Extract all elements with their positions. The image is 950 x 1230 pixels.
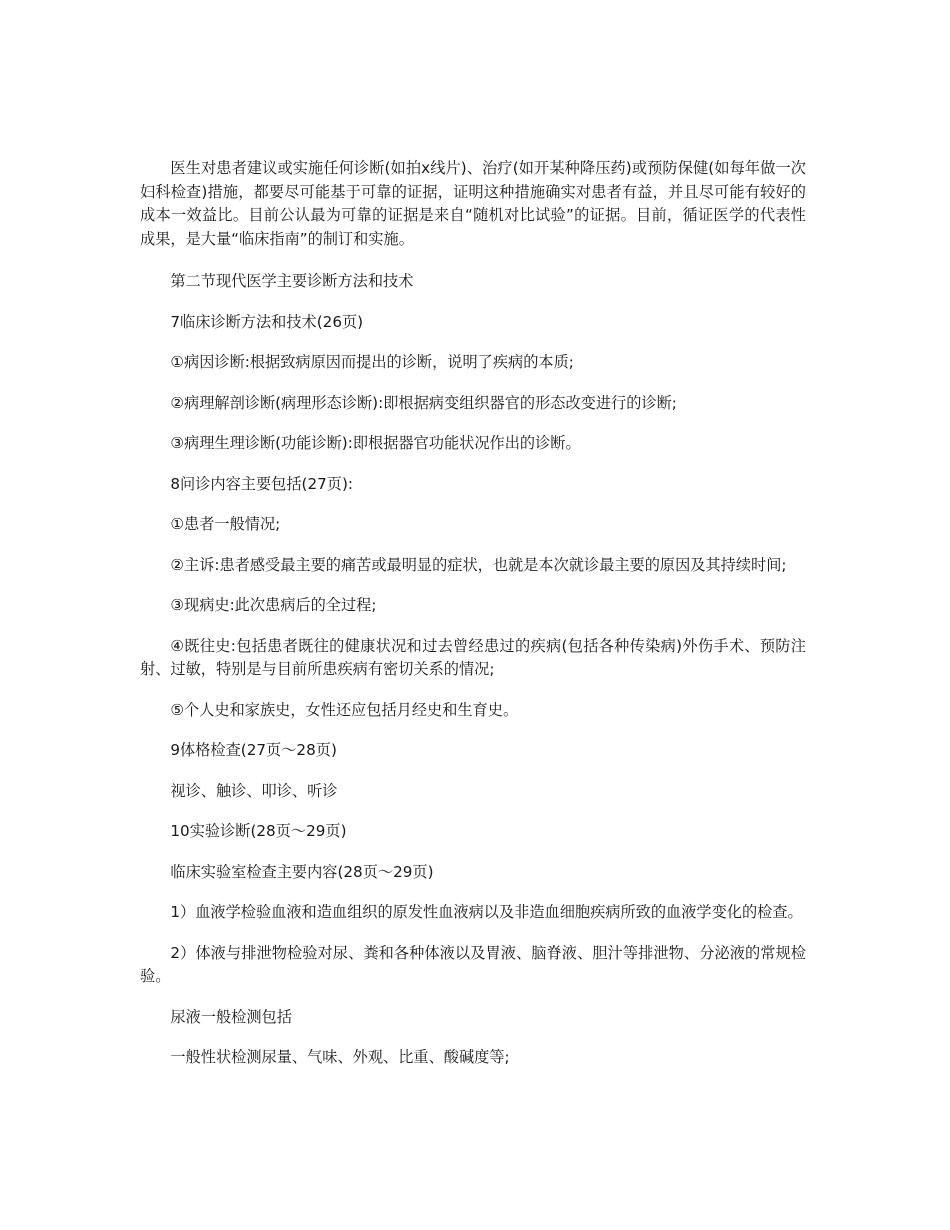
list-item: ③现病史:此次患病后的全过程; <box>170 596 377 614</box>
list-item: 1）血液学检验血液和造血组织的原发性血液病以及非造血细胞疾病所致的血液学变化的检查。 <box>170 903 803 921</box>
list-item: ②主诉:患者感受最主要的痛苦或最明显的症状，也就是本次就诊最主要的原因及其持续时间; <box>170 555 787 574</box>
item-heading-8: 8问诊内容主要包括(27页): <box>170 474 354 493</box>
paragraph: 临床实验室检查主要内容(28页～29页) <box>170 862 434 881</box>
paragraph: 尿液一般检测包括 <box>170 1007 292 1026</box>
item-heading-10: 10实验诊断(28页～29页) <box>170 822 347 840</box>
document-page <box>140 157 806 1087</box>
item-heading-9: 9体格检查(27页～28页) <box>170 741 337 759</box>
list-item: ①病因诊断:根据致病原因而提出的诊断，说明了疾病的本质; <box>170 353 574 371</box>
paragraph-evidence-based-medicine: 医生对患者建议或实施任何诊断(如拍x线片)、治疗(如开某种降压药)或预防保健(如每年做一次妇科检查)措施，都要尽可能基于可靠的证据，证明这种措施确实对患者有益，并且尽可能有较好的成本一效益比。目前公认最为可靠的证据是来自“随机对比试验”的证据。目前，循证医学的代表性成果，是大量“临床指南”的制订和实施。 <box>140 159 806 248</box>
list-item: ⑤个人史和家族史，女性还应包括月经史和生育史。 <box>170 700 519 719</box>
paragraph: 一般性状检测尿量、气味、外观、比重、酸碱度等; <box>170 1048 510 1066</box>
list-item: 2）体液与排泄物检验对尿、粪和各种体液以及胃液、脑脊液、胆汁等排泄物、分泌液的常规检验。 <box>140 943 806 985</box>
section-heading: 第二节现代医学主要诊断方法和技术 <box>170 272 414 290</box>
list-item: ④既往史:包括患者既往的健康状况和过去曾经患过的疾病(包括各种传染病)外伤手术、预防注射、过敏，特别是与目前所患疾病有密切关系的情况; <box>140 636 806 678</box>
list-item: ②病理解剖诊断(病理形态诊断):即根据病变组织器官的形态改变进行的诊断; <box>170 393 677 412</box>
list-item: ①患者一般情况; <box>170 515 281 533</box>
list-item: ③病理生理诊断(功能诊断):即根据器官功能状况作出的诊断。 <box>170 434 581 452</box>
paragraph: 视诊、触诊、叩诊、听诊 <box>170 781 338 800</box>
item-heading-7: 7临床诊断方法和技术(26页) <box>170 312 364 331</box>
